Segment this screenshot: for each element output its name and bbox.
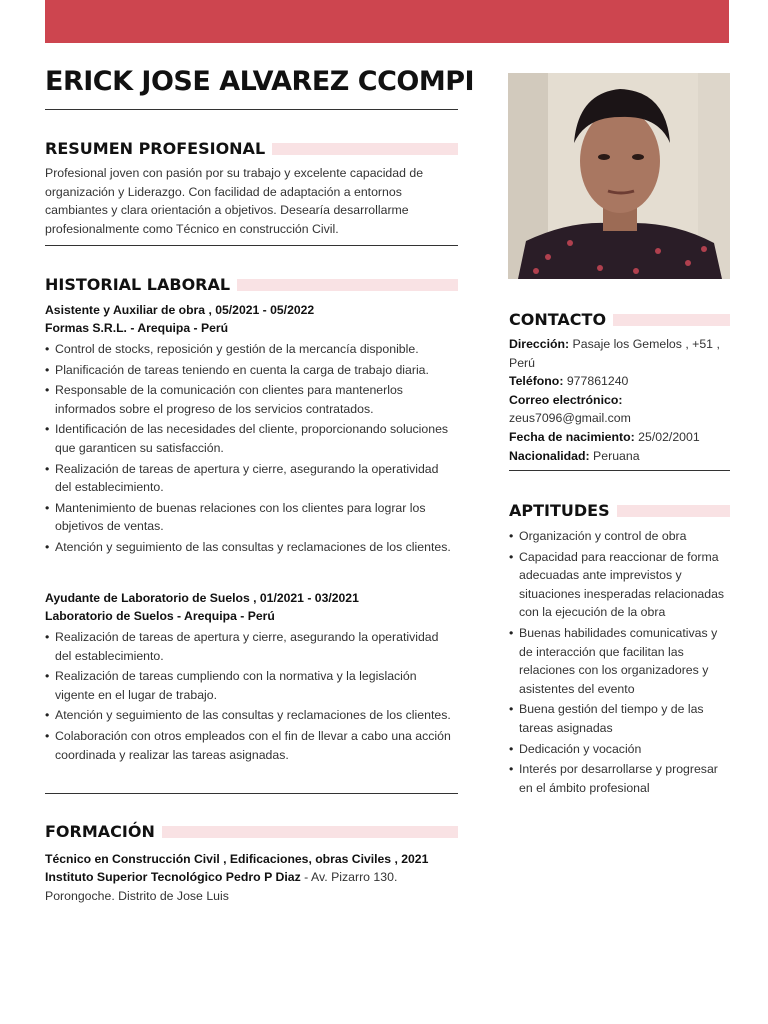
section-title-text: RESUMEN PROFESIONAL: [45, 139, 266, 158]
contact-birth-label: Fecha de nacimiento:: [509, 429, 635, 444]
section-title-text: FORMACIÓN: [45, 822, 155, 841]
list-item: • Colaboración con otros empleados con el fin de llevar a cabo una acción coordinada y realizar las tareas asignadas.: [45, 727, 458, 764]
contact-nationality-value: Peruana: [589, 448, 640, 463]
contact-phone-label: Teléfono:: [509, 374, 564, 389]
job-dates: , 01/2021 - 03/2021: [249, 591, 359, 605]
contact-birth: [509, 428, 730, 447]
contact-phone-value: 977861240: [563, 374, 629, 389]
job-bullets: [45, 628, 458, 764]
list-item: • Capacidad para reaccionar de forma adecuadas ante imprevistos y situaciones inesperadas relacionadas con la ejecución de la obra: [509, 548, 730, 622]
job-title-line: [45, 301, 458, 319]
portrait-image: [508, 73, 730, 279]
list-item: • Realización de tareas de apertura y cierre, asegurando la operatividad del establecimiento.: [45, 628, 458, 665]
section-title-text: HISTORIAL LABORAL: [45, 275, 231, 294]
list-item: • Interés por desarrollarse y progresar en el ámbito profesional: [509, 760, 730, 797]
contact-nationality: [509, 447, 730, 466]
section-title-bar: [272, 143, 458, 155]
list-item: • Buenas habilidades comunicativas y de interacción que facilitan las relaciones con los organizadores y asistentes del evento: [509, 624, 730, 698]
divider: [509, 470, 730, 471]
list-item: • Atención y seguimiento de las consultas y reclamaciones de los clientes.: [45, 538, 458, 557]
job-entry: [45, 589, 458, 766]
section-contact-title: [509, 310, 730, 330]
header-accent-bar: [45, 0, 729, 43]
contact-nationality-label: Nacionalidad:: [509, 448, 590, 463]
section-history-title: [45, 275, 458, 295]
list-item: • Identificación de las necesidades del cliente, proporcionando soluciones que garanticen su satisfacción.: [45, 420, 458, 457]
section-title-text: APTITUDES: [509, 501, 610, 520]
divider: [45, 245, 458, 246]
list-item: • Organización y control de obra: [509, 527, 730, 546]
skills-list: [509, 527, 730, 797]
section-summary-title: [45, 139, 458, 159]
section-title-text: CONTACTO: [509, 310, 607, 329]
divider: [45, 109, 458, 110]
divider: [45, 793, 458, 794]
list-item: • Atención y seguimiento de las consultas y reclamaciones de los clientes.: [45, 706, 458, 725]
list-item: • Realización de tareas cumpliendo con la normativa y la legislación vigente en el lugar de trabajo.: [45, 667, 458, 704]
list-item: • Buena gestión del tiempo y de las tareas asignadas: [509, 700, 730, 737]
job-role: Asistente y Auxiliar de obra: [45, 303, 206, 317]
section-skills-title: [509, 501, 730, 521]
contact-phone: [509, 372, 730, 391]
education-address: - Av. Pizarro 130. Porongoche. Distrito de Jose Luis: [45, 870, 398, 903]
section-title-bar: [162, 826, 458, 838]
education-institute-line: [45, 868, 458, 905]
job-role: Ayudante de Laboratorio de Suelos: [45, 591, 250, 605]
job-company: Laboratorio de Suelos - Arequipa - Perú: [45, 609, 275, 623]
contact-block: [509, 335, 730, 465]
education-institute: Instituto Superior Tecnológico Pedro P Diaz: [45, 870, 301, 884]
job-title-line: [45, 589, 458, 607]
section-title-bar: [237, 279, 458, 291]
summary-text: Profesional joven con pasión por su trabajo y excelente capacidad de organización y Liderazgo. Con facilidad de adaptación a entornos cambiantes y clara orientación a objetivos. Desearía desarrollarme profesionalmente como Técnico en construcción Civil.: [45, 166, 424, 236]
candidate-name: ERICK JOSE ALVAREZ CCOMPI: [45, 66, 475, 97]
list-item: • Control de stocks, reposición y gestión de la mercancía disponible.: [45, 340, 458, 359]
section-title-bar: [613, 314, 730, 326]
section-education-title: [45, 822, 458, 842]
contact-address-value: Pasaje los Gemelos , +51 , Perú: [509, 337, 720, 370]
list-item: • Dedicación y vocación: [509, 740, 730, 759]
contact-address: [509, 335, 730, 372]
list-item: • Responsable de la comunicación con clientes para mantenerlos informados sobre el progreso de los servicios contratados.: [45, 381, 458, 418]
job-bullets: [45, 340, 458, 557]
list-item: • Planificación de tareas teniendo en cuenta la carga de trabajo diaria.: [45, 361, 458, 380]
contact-address-label: Dirección:: [509, 337, 570, 351]
skills-block: [509, 524, 730, 799]
education-entry: [45, 850, 458, 905]
list-item: • Mantenimiento de buenas relaciones con los clientes para lograr los objetivos de ventas.: [45, 499, 458, 536]
education-degree: Técnico en Construcción Civil , Edificaciones, obras Civiles , 2021: [45, 852, 429, 866]
contact-email-label: [509, 391, 730, 410]
profile-photo: [508, 73, 730, 279]
section-title-bar: [617, 505, 730, 517]
job-entry: [45, 301, 458, 559]
job-company: Formas S.R.L. - Arequipa - Perú: [45, 321, 229, 335]
job-dates: , 05/2021 - 05/2022: [205, 303, 315, 317]
contact-email-value: zeus7096@gmail.com: [509, 411, 631, 426]
list-item: • Realización de tareas de apertura y cierre, asegurando la operatividad del establecimiento.: [45, 460, 458, 497]
contact-email-label-text: Correo electrónico:: [509, 392, 623, 407]
contact-birth-value: 25/02/2001: [634, 429, 700, 444]
